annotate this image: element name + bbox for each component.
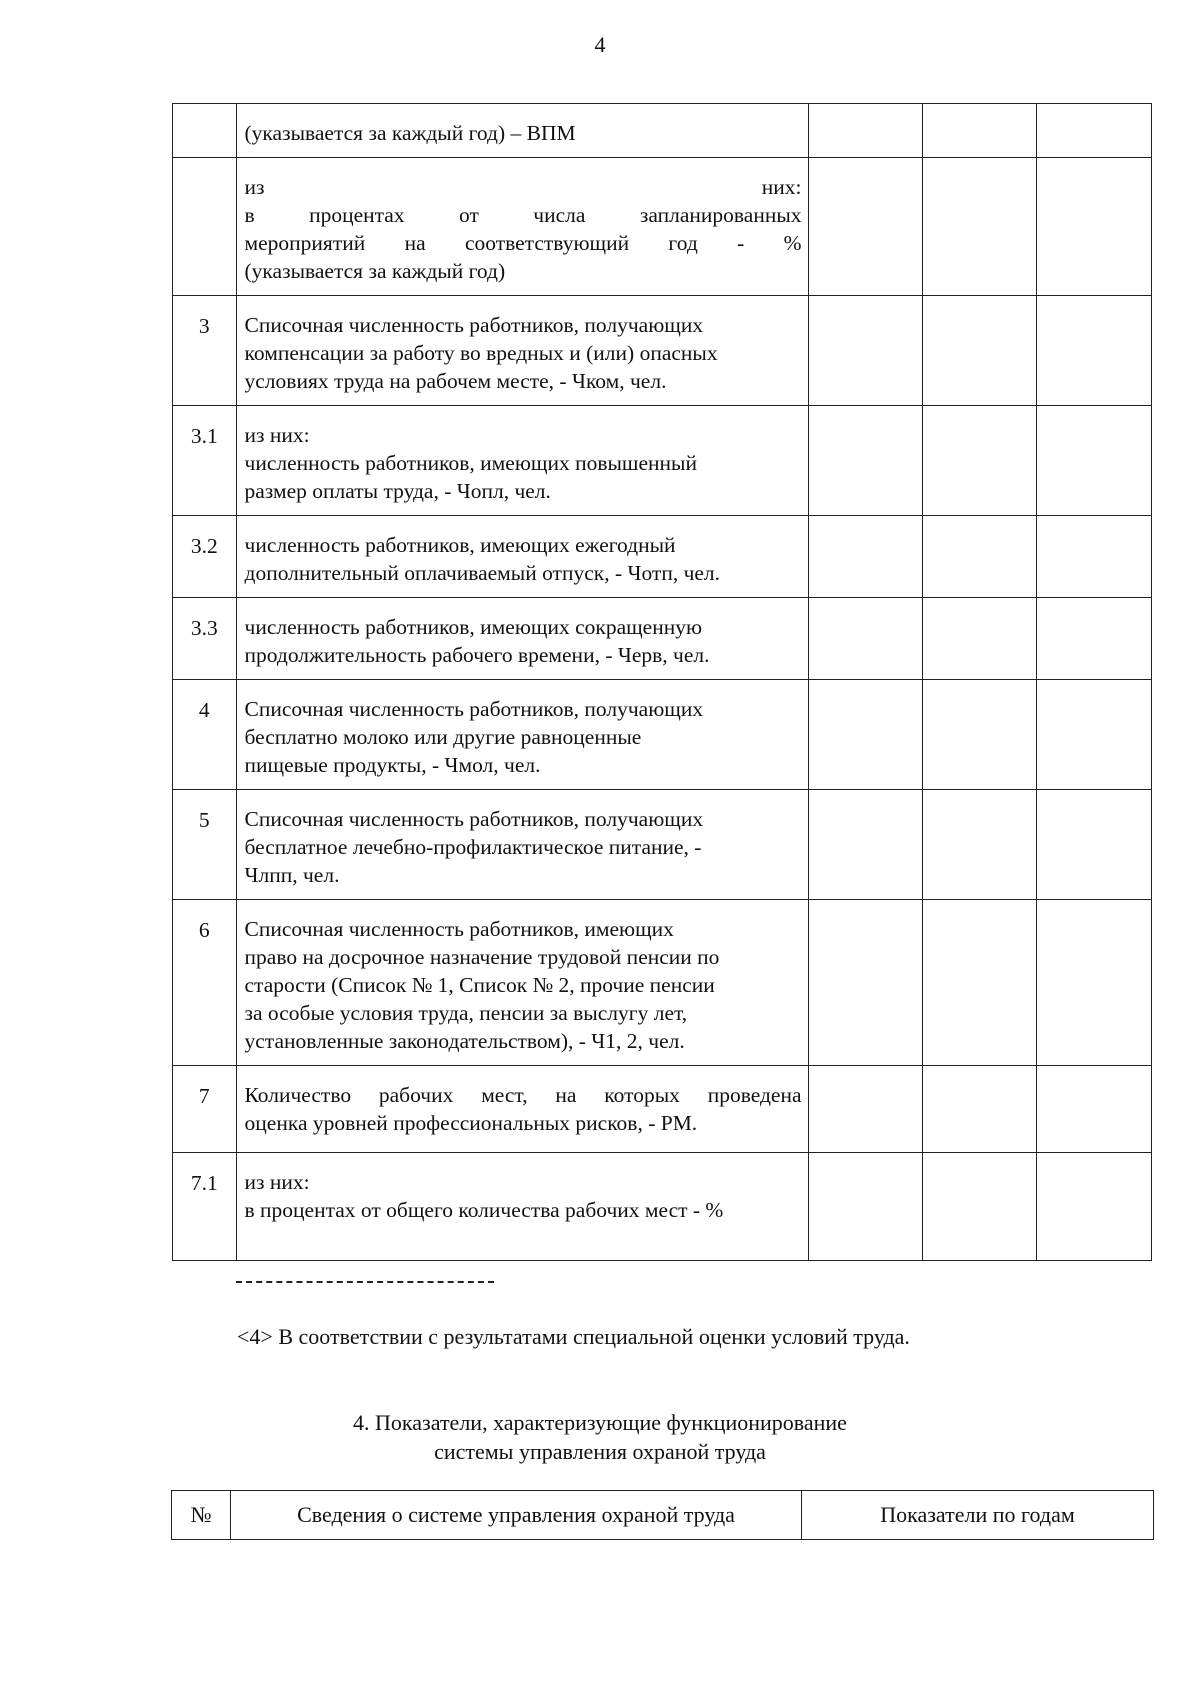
row-number: 3.2 [173,516,237,598]
row-description [236,296,808,406]
year-value-cell [923,1153,1037,1261]
description-line: численность работников, имеющих повышенный [244,451,697,475]
row-number [173,104,237,158]
description-line: численность работников, имеющих ежегодный [244,533,676,557]
page-number: 4 [594,32,606,57]
description-line: (указывается за каждый год) [244,259,506,283]
row-description [236,790,808,900]
description-line: Члпп, чел. [244,863,340,887]
description-line: из них: [244,1170,310,1194]
year-value-cell [808,900,922,1066]
header-indicators-by-year: Показатели по годам [802,1491,1154,1540]
description-line: бесплатно молоко или другие равноценные [244,725,642,749]
description-line: установленные законодательством), - Ч1, 2, чел. [244,1029,685,1053]
description-line: право на досрочное назначение трудовой пенсии по [244,945,720,969]
description-line: Списочная численность работников, имеющих [244,917,674,941]
row-description [236,516,808,598]
description-line: условиях труда на рабочем месте, - Чком, чел. [244,369,667,393]
description-line: Списочная численность работников, получающих [244,313,704,337]
description-line: в процентах от числа запланированных [244,203,802,227]
row-description [236,598,808,680]
table-row [173,516,1152,598]
table-row [173,598,1152,680]
header-system-info: Сведения о системе управления охраной труда [231,1491,802,1540]
table-header-row [172,1491,1154,1540]
year-value-cell [923,296,1037,406]
year-value-cell [1037,158,1152,296]
year-value-cell [808,680,922,790]
row-description [236,406,808,516]
table-row [173,406,1152,516]
year-value-cell [808,296,922,406]
description-line: мероприятий на соответствующий год - % [244,231,802,255]
year-value-cell [1037,1153,1152,1261]
row-description [236,900,808,1066]
year-value-cell [808,104,922,158]
year-value-cell [923,104,1037,158]
table-row [173,680,1152,790]
year-value-cell [1037,900,1152,1066]
description-line: из них: [244,423,310,447]
year-value-cell [1037,680,1152,790]
row-description [236,1066,808,1153]
row-description [236,104,808,158]
year-value-cell [923,158,1037,296]
table-row [173,104,1152,158]
footnote-separator [236,1281,494,1283]
row-number: 6 [173,900,237,1066]
description-line: оценка уровней профессиональных рисков, - РМ. [244,1111,698,1135]
description-line: дополнительный оплачиваемый отпуск, - Чотп, чел. [244,561,721,585]
year-value-cell [1037,296,1152,406]
year-value-cell [808,516,922,598]
description-line: из них: [244,175,802,199]
section-title-line-1: 4. Показатели, характеризующие функционирование [353,1410,847,1435]
indicators-table-body [173,104,1152,1261]
row-number: 3 [173,296,237,406]
table-row [173,158,1152,296]
year-value-cell [923,1066,1037,1153]
row-number [173,158,237,296]
table-row [173,790,1152,900]
year-value-cell [923,900,1037,1066]
row-number: 7 [173,1066,237,1153]
section-title [0,1408,1200,1466]
year-value-cell [923,680,1037,790]
year-value-cell [808,1066,922,1153]
table-row [173,900,1152,1066]
description-line: пищевые продукты, - Чмол, чел. [244,753,541,777]
description-line: старости (Список № 1, Список № 2, прочие пенсии [244,973,715,997]
year-value-cell [1037,598,1152,680]
year-value-cell [1037,790,1152,900]
table-row [173,1066,1152,1153]
table-row [173,296,1152,406]
year-value-cell [1037,406,1152,516]
table-row [173,1153,1152,1261]
row-number: 3.3 [173,598,237,680]
row-description [236,158,808,296]
year-value-cell [1037,1066,1152,1153]
row-number: 4 [173,680,237,790]
description-line: размер оплаты труда, - Чопл, чел. [244,479,551,503]
description-line: бесплатное лечебно-профилактическое питание, - [244,835,702,859]
description-line: (указывается за каждый год) – ВПМ [244,121,576,145]
year-value-cell [923,790,1037,900]
indicators-table [172,103,1152,1261]
description-line: Списочная численность работников, получающих [244,697,704,721]
description-line: численность работников, имеющих сокращенную [244,615,703,639]
description-line: компенсации за работу во вредных и (или) опасных [244,341,718,365]
row-number: 3.1 [173,406,237,516]
footnote: <4> В соответствии с результатами специальной оценки условий труда. [237,1324,910,1349]
year-value-cell [1037,104,1152,158]
safety-management-table [171,1490,1154,1540]
description-line: в процентах от общего количества рабочих мест - % [244,1198,724,1222]
description-line: за особые условия труда, пенсии за выслугу лет, [244,1001,688,1025]
description-line: продолжительность рабочего времени, - Черв, чел. [244,643,710,667]
row-number: 5 [173,790,237,900]
year-value-cell [808,406,922,516]
section-title-line-2: системы управления охраной труда [434,1439,766,1464]
year-value-cell [808,790,922,900]
year-value-cell [923,406,1037,516]
year-value-cell [1037,516,1152,598]
year-value-cell [808,158,922,296]
row-description [236,1153,808,1261]
year-value-cell [808,598,922,680]
year-value-cell [923,598,1037,680]
year-value-cell [808,1153,922,1261]
description-line: Списочная численность работников, получающих [244,807,704,831]
row-description [236,680,808,790]
description-line: Количество рабочих мест, на которых проведена [244,1083,802,1107]
row-number: 7.1 [173,1153,237,1261]
year-value-cell [923,516,1037,598]
header-number: № [172,1491,231,1540]
